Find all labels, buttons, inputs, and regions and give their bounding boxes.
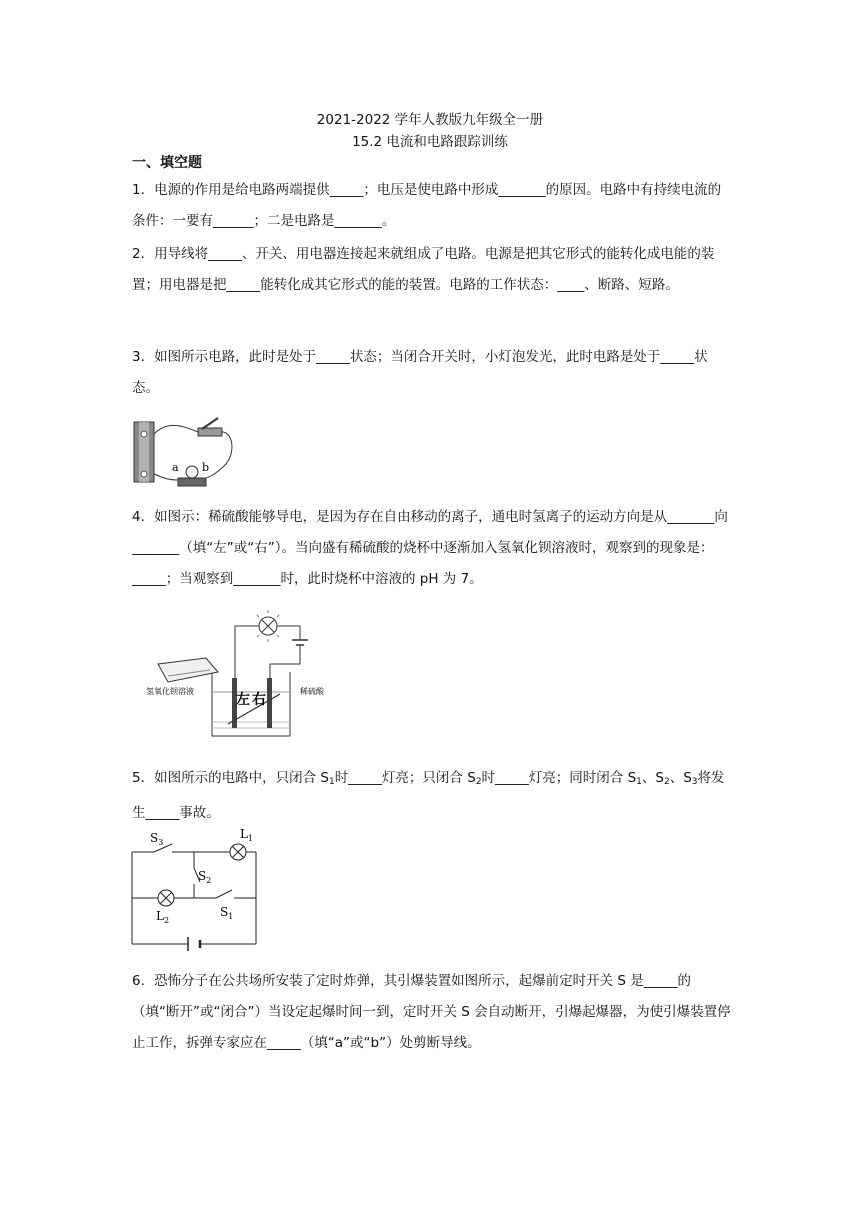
question-4: 4．如图示：稀硫酸能够导电，是因为存在自由移动的离子，通电时氢离子的运动方向是从_______向_______（填“左”或“右”）。当向盛有稀硫酸的烧杯中逐渐加入氢氧化钡溶液时，观察到的现象是：_____；当观察到_______时，此时烧杯中溶液的 pH 为 7。 — [132, 509, 728, 587]
doc-title-line1: 2021-2022 学年人教版九年级全一册 — [316, 112, 544, 128]
question-5: 5．如图所示的电路中，只闭合 $S_1$时_____灯亮；只闭合 $S_2$时_____灯亮；同时闭合 $S_1$、$S_2$、$S_3$将发生_____事故。 — [132, 770, 725, 821]
svg-text:L2: $L_2$ — [156, 909, 170, 925]
label-sulfuric-acid: 稀硫酸 — [300, 687, 324, 696]
electrolysis-figure — [140, 606, 340, 746]
label-you: 右 — [252, 692, 266, 708]
label-zuo: 左 — [236, 692, 250, 708]
svg-text:S3: $S_3$ — [150, 831, 164, 847]
bulb-base — [178, 478, 206, 486]
svg-text:S1: $S_1$ — [220, 905, 234, 921]
question-3: 3．如图所示电路，此时是处于_____状态；当闭合开关时，小灯泡发光，此时电路是处于_____状态。 — [132, 349, 708, 396]
question-6: 6．恐怖分子在公共场所安装了定时炸弹，其引爆装置如图所示，起爆前定时开关 S 是_____的（填“断开”或“闭合”）当设定起爆时间一到，定时开关 S 会自动断开，引爆起爆器，为使引爆装置停止工作，拆弹专家应在_____（填“a”或“b”）处剪断导线。 — [132, 973, 731, 1051]
circuit-figure-5 — [124, 824, 264, 952]
section-heading: 一、填空题 — [132, 155, 202, 171]
question-1: 1．电源的作用是给电路两端提供_____；电压是使电路中形成_______的原因。电路中有持续电流的条件：一要有______；二是电路是_______。 — [132, 182, 722, 229]
right-electrode — [267, 678, 272, 728]
lightbulb-icon — [186, 466, 198, 478]
label-a: a — [172, 461, 179, 474]
label-barium-hydroxide: 氢氧化钡溶液 — [146, 687, 194, 696]
svg-text:S2: $S_2$ — [198, 869, 212, 885]
knife-switch-icon — [198, 428, 222, 436]
switch-s1 — [216, 890, 232, 898]
doc-title-line2: 15.2 电流和电路跟踪训练 — [352, 134, 508, 150]
question-2: 2．用导线将_____、开关、用电器连接起来就组成了电路。电源是把其它形式的能转化成电能的装置；用电器是把_____能转化成其它形式的能的装置。电路的工作状态：____、断路、短路。 — [132, 246, 715, 293]
circuit-figure-3 — [128, 412, 240, 494]
svg-text:L1: $L_1$ — [240, 827, 254, 843]
label-b: b — [202, 461, 210, 474]
